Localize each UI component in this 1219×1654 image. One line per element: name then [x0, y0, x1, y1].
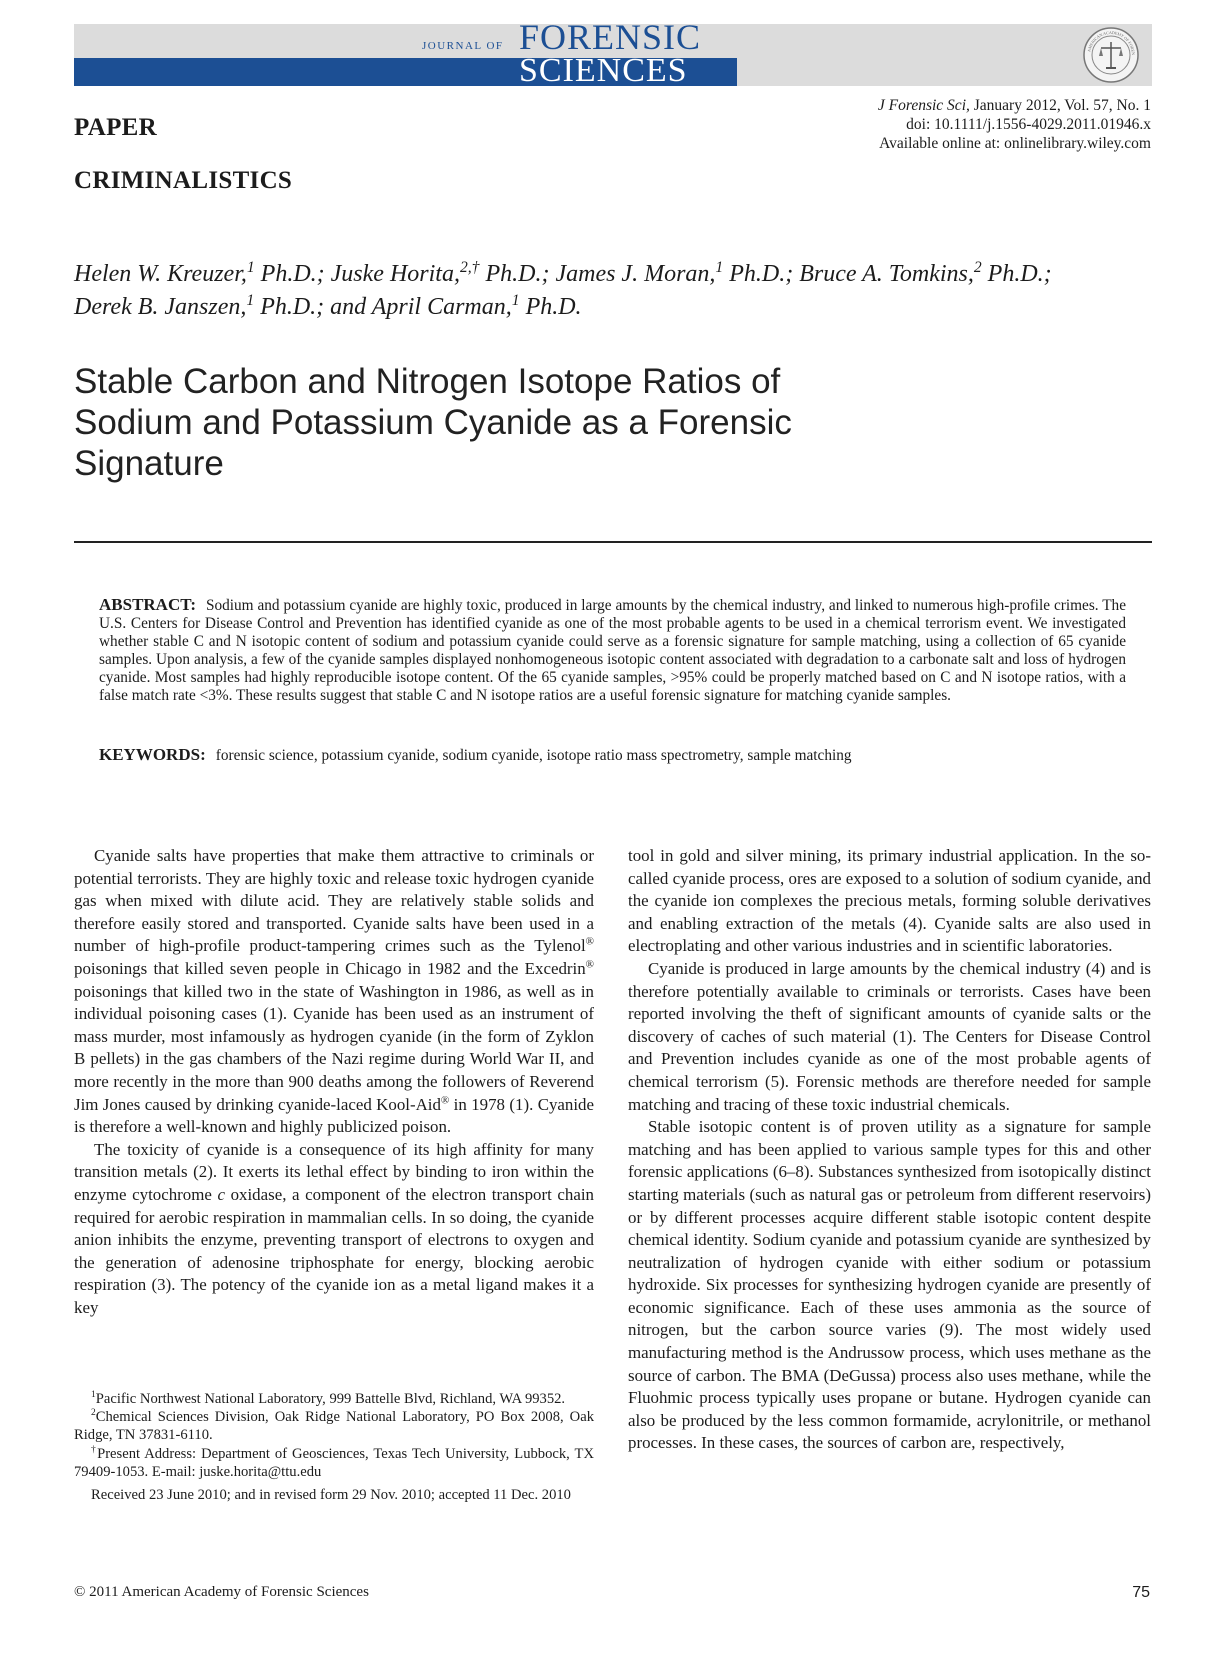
journal-abbrev: J Forensic Sci,: [877, 97, 970, 114]
body-right-column: [628, 845, 1151, 1455]
footnote: $^1$Pacific Northwest National Laboratory, 999 Battelle Blvd, Richland, WA 99352.: [91, 1390, 566, 1407]
journal-logo-sciences: SCIENCES: [519, 52, 688, 89]
seal-text: AMERICAN ACADEMY OF FOREN: [1086, 29, 1137, 56]
footnote: $^2$Chemical Sciences Division, Oak Ridge National Laboratory, PO Box 2008, Oak Ridge, TN 37831-6110.: [74, 1408, 594, 1444]
body-paragraph: tool in gold and silver mining, its primary industrial application. In the so-called cyanide process, ores are exposed to a solution of sodium cyanide, and the cyanide ion complexes the precious metals, forming soluble derivatives and enabling extraction of the metals (4). Cyanide salts are also used in electroplating and other various industries and in scientific laboratories.: [628, 846, 1151, 956]
article-title: Stable Carbon and Nitrogen Isotope Ratios of Sodium and Potassium Cyanide as a Forensic Signature: [74, 362, 792, 483]
journal-logo-forensic: FORENSIC: [519, 17, 702, 57]
paper-category-label: CRIMINALISTICS: [74, 167, 293, 194]
keywords-text: forensic science, potassium cyanide, sodium cyanide, isotope ratio mass spectrometry, sample matching: [215, 747, 852, 764]
abstract: [99, 596, 1126, 705]
author: Derek B. Janszen,$^1$ Ph.D.; and: [74, 292, 372, 320]
body-paragraph: The toxicity of cyanide is a consequence of its high affinity for many transition metals (2). It exerts its lethal effect by binding to iron within the enzyme cytochrome c oxidase, a component of the electron transport chain required for aerobic respiration in mammalian cells. In so doing, the cyanide anion inhibits the enzyme, preventing transport of electrons to oxygen and the generation of adenosine triphosphate for energy, blocking aerobic respiration (3). The potency of the cyanide ion as a metal ligand makes it a key: [74, 1139, 594, 1317]
doi[interactable]: doi: 10.1111/j.1556-4029.2011.01946.x: [906, 116, 1151, 133]
paper-type-label: PAPER: [74, 114, 157, 141]
body-paragraph: Cyanide is produced in large amounts by the chemical industry (4) and is therefore potentially available to criminals or terrorists. Cases have been reported involving the theft of significant amounts of cyanide salts or the discovery of caches of such material (1). The Centers for Disease Control and Prevention includes cyanide as one of the most probable agents of chemical terrorism (5). Forensic methods are therefore needed for sample matching and tracing of these toxic industrial chemicals.: [628, 958, 1151, 1114]
keywords: [99, 746, 1126, 765]
body-paragraph: Stable isotopic content is of proven utility as a signature for sample matching and has been applied to various sample types for this and other forensic applications (6–8). Substances synthesized from isotopically distinct starting materials (such as natural gas or petroleum from different reservoirs) or by different processes acquire different stable isotopic content despite chemical identity. Sodium cyanide and potassium cyanide are synthesized by neutralization of hydrogen cyanide with either sodium or potassium hydroxide. Six processes for synthesizing hydrogen cyanide are presently of economic significance. Each of these uses ammonia as the source of nitrogen, but the carbon source varies (9). The most widely used manufacturing method is the Andrussow process, which uses methane as the source of carbon. The BMA (DeGussa) process also uses methane, while the Fluohmic process typically uses propane or butane. Hydrogen cyanide can also be produced by the less common formamide, acrylonitrile, or methanol processes. In these cases, the sources of carbon are, respectively,: [628, 1117, 1151, 1453]
author: April Carman,$^1$ Ph.D.: [371, 292, 582, 320]
page-number: 75: [1132, 1584, 1150, 1601]
keywords-label: KEYWORDS:: [99, 745, 206, 764]
author-list: [74, 258, 1154, 324]
author: Helen W. Kreuzer,$^1$ Ph.D.;: [74, 259, 331, 287]
online-availability[interactable]: Available online at: onlinelibrary.wiley.com: [879, 135, 1151, 152]
author: Juske Horita,$^{2,\dagger}$ Ph.D.;: [330, 259, 556, 287]
issue-info: January 2012, Vol. 57, No. 1: [969, 97, 1151, 114]
academy-seal-icon: [1082, 26, 1140, 84]
journal-logo-prefix: JOURNAL OF: [422, 40, 504, 52]
footnote: †Present Address: Department of Geosciences, Texas Tech University, Lubbock, TX 79409-1053. E-mail: juske.horita@ttu.edu: [74, 1444, 594, 1480]
copyright-notice: © 2011 American Academy of Forensic Sciences: [74, 1584, 369, 1600]
citation-block: [878, 96, 1151, 153]
footnotes: [74, 1390, 594, 1504]
abstract-label: ABSTRACT:: [99, 595, 196, 614]
abstract-text: Sodium and potassium cyanide are highly toxic, produced in large amounts by the chemical industry, and linked to numerous high-profile crimes. The U.S. Centers for Disease Control and Prevention has identified cyanide as one of the most probable agents to be used in a chemical terrorism event. We investigated whether stable C and N isotopic content of sodium and potassium cyanide could serve as a forensic signature for sample matching, using a collection of 65 cyanide samples. Upon analysis, a few of the cyanide samples displayed nonhomogeneous isotopic content associated with degradation to a carbonate salt and loss of hydrogen cyanide. Most samples had highly reproducible isotope content. Of the 65 cyanide samples, >95% could be properly matched based on C and N isotope ratios, with a false match rate <3%. These results suggest that stable C and N isotope ratios are a useful forensic signature for matching cyanide samples.: [99, 597, 1126, 704]
received-dates: Received 23 June 2010; and in revised form 29 Nov. 2010; accepted 11 Dec. 2010: [91, 1487, 571, 1504]
author: James J. Moran,$^1$ Ph.D.;: [555, 259, 800, 287]
title-divider: [74, 541, 1152, 543]
body-left-column: [74, 845, 594, 1319]
author: Bruce A. Tomkins,$^2$ Ph.D.;: [799, 259, 1052, 287]
body-paragraph: Cyanide salts have properties that make them attractive to criminals or potential terrorists. They are highly toxic and release toxic hydrogen cyanide gas when mixed with dilute acid. They are relatively stable solids and therefore easily stored and transported. Cyanide salts have been used in a number of high-profile product-tampering crimes such as the Tylenol® poisonings that killed seven people in Chicago in 1982 and the Excedrin® poisonings that killed two in the state of Washington in 1986, as well as in individual poisoning cases (1). Cyanide has been used as an instrument of mass murder, most infamously as hydrogen cyanide (in the form of Zyklon B pellets) in the gas chambers of the Nazi regime during World War II, and more recently in the more than 900 deaths among the followers of Reverend Jim Jones caused by drinking cyanide-laced Kool-Aid® in 1978 (1). Cyanide is therefore a well-known and highly publicized poison.: [74, 846, 594, 1137]
